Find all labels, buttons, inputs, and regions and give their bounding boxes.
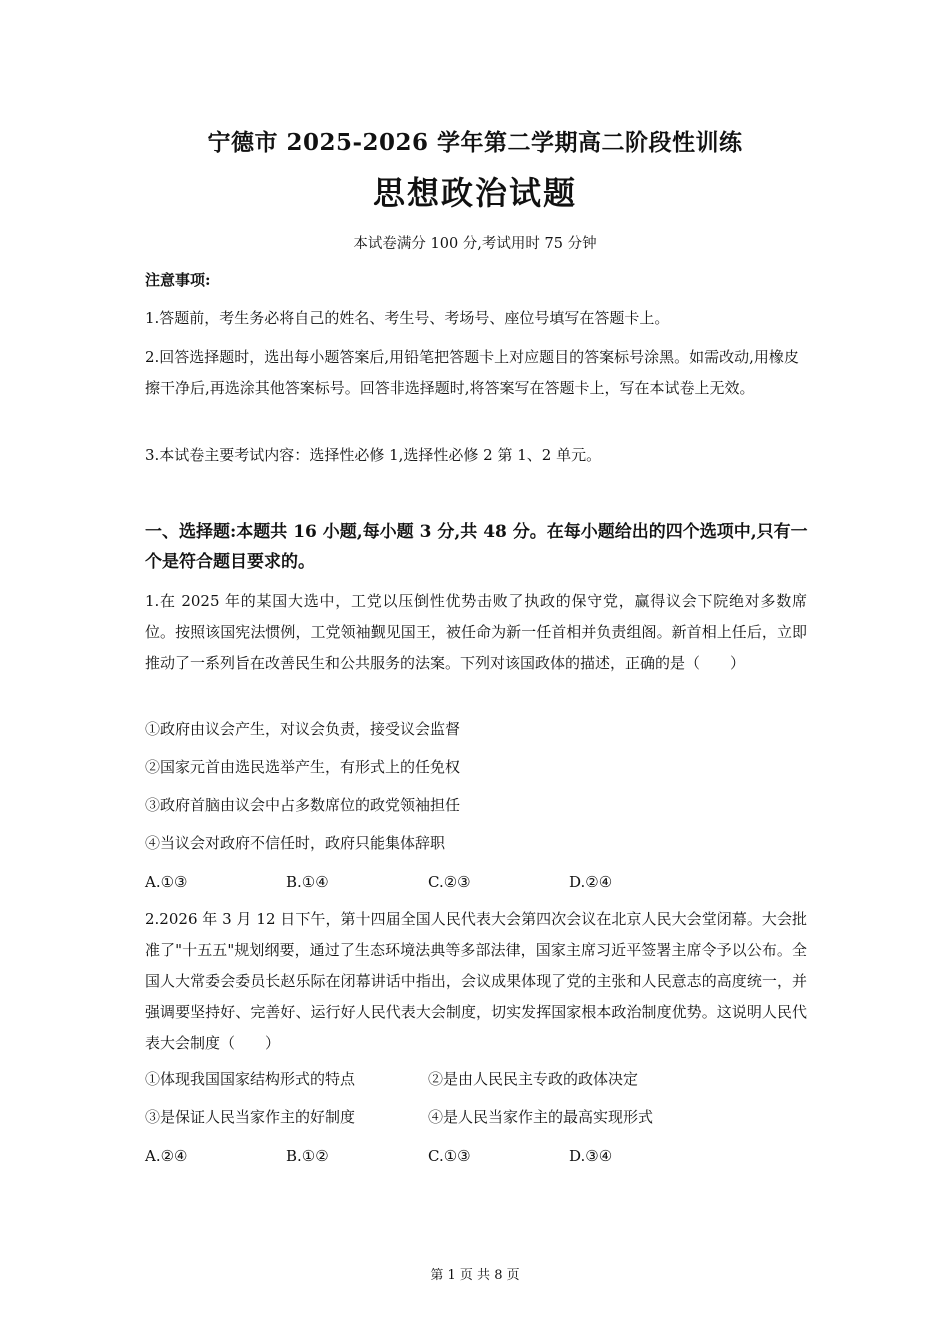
choice-d: D.③④ [569,1147,613,1165]
question-2-stem: 2.2026 年 3 月 12 日下午，第十四届全国人民代表大会第四次会议在北京人民大会堂闭幕。大会批准了"十五五"规划纲要，通过了生态环境法典等多部法律，国家主席习近平签署主席令予以公布。全国人大常委会委员长赵乐际在闭幕讲话中指出，会议成果体现了党的主张和人民意志的高度统一，并强调要坚持好、完善好、运行好人民代表大会制度，切实发挥国家根本政治制度优势。这说明人民代表大会制度（ ） [145,910,807,1052]
question-1-option-2: ②国家元首由选民选举产生，有形式上的任免权 [145,758,461,776]
choice-a: A.②④ [145,1147,188,1165]
choice-b: B.①④ [286,873,329,891]
question-2-options-row-2 [145,1102,807,1133]
choice-c: C.①③ [428,1147,471,1165]
page-number: 第 1 页 共 8 页 [430,1268,520,1283]
question-1-option-4: ④当议会对政府不信任时，政府只能集体辞职 [145,834,446,852]
choice-d: D.②④ [569,873,613,891]
choice-b: B.①② [286,1147,329,1165]
exam-title-line1: 宁德市 2025-2026 学年第二学期高二阶段性训练 [207,129,743,156]
section-heading: 一、选择题:本题共 16 小题,每小题 3 分,共 48 分。在每小题给出的四个选项中,只有一个是符合题目要求的。 [145,522,808,572]
question-2-options-row-1 [145,1064,807,1095]
choice-a: A.①③ [145,873,188,891]
question-2-option-3: ③是保证人民当家作主的好制度 [145,1108,356,1126]
notice-item-1: 1.答题前，考生务必将自己的姓名、考生号、考场号、座位号填写在答题卡上。 [145,309,670,327]
notice-item-2: 2.回答选择题时，选出每小题答案后,用铅笔把答题卡上对应题目的答案标号涂黑。如需改动,用橡皮擦干净后,再选涂其他答案标号。回答非选择题时,将答案写在答题卡上，写在本试卷上无效。 [145,348,799,397]
question-1-choices [145,867,807,898]
question-2-option-1: ①体现我国国家结构形式的特点 [145,1070,356,1088]
choice-c: C.②③ [428,873,471,891]
question-1-option-1: ①政府由议会产生，对议会负责，接受议会监督 [145,720,461,738]
notice-item-3: 3.本试卷主要考试内容：选择性必修 1,选择性必修 2 第 1、2 单元。 [145,446,602,464]
question-2-option-4: ④是人民当家作主的最高实现形式 [428,1108,654,1126]
exam-score-time: 本试卷满分 100 分,考试用时 75 分钟 [353,236,597,252]
question-1-stem: 1.在 2025 年的某国大选中，工党以压倒性优势击败了执政的保守党，赢得议会下院绝对多数席位。按照该国宪法惯例，工党领袖觐见国王，被任命为新一任首相并负责组阁。新首相上任后，立即推动了一系列旨在改善民生和公共服务的法案。下列对该国政体的描述，正确的是（ ） [145,592,807,672]
question-2-choices [145,1141,807,1172]
exam-title-subject: 思想政治试题 [372,174,577,212]
question-2-option-2: ②是由人民民主专政的政体决定 [428,1070,639,1088]
question-1-option-3: ③政府首脑由议会中占多数席位的政党领袖担任 [145,796,461,814]
notice-heading: 注意事项: [145,271,211,289]
